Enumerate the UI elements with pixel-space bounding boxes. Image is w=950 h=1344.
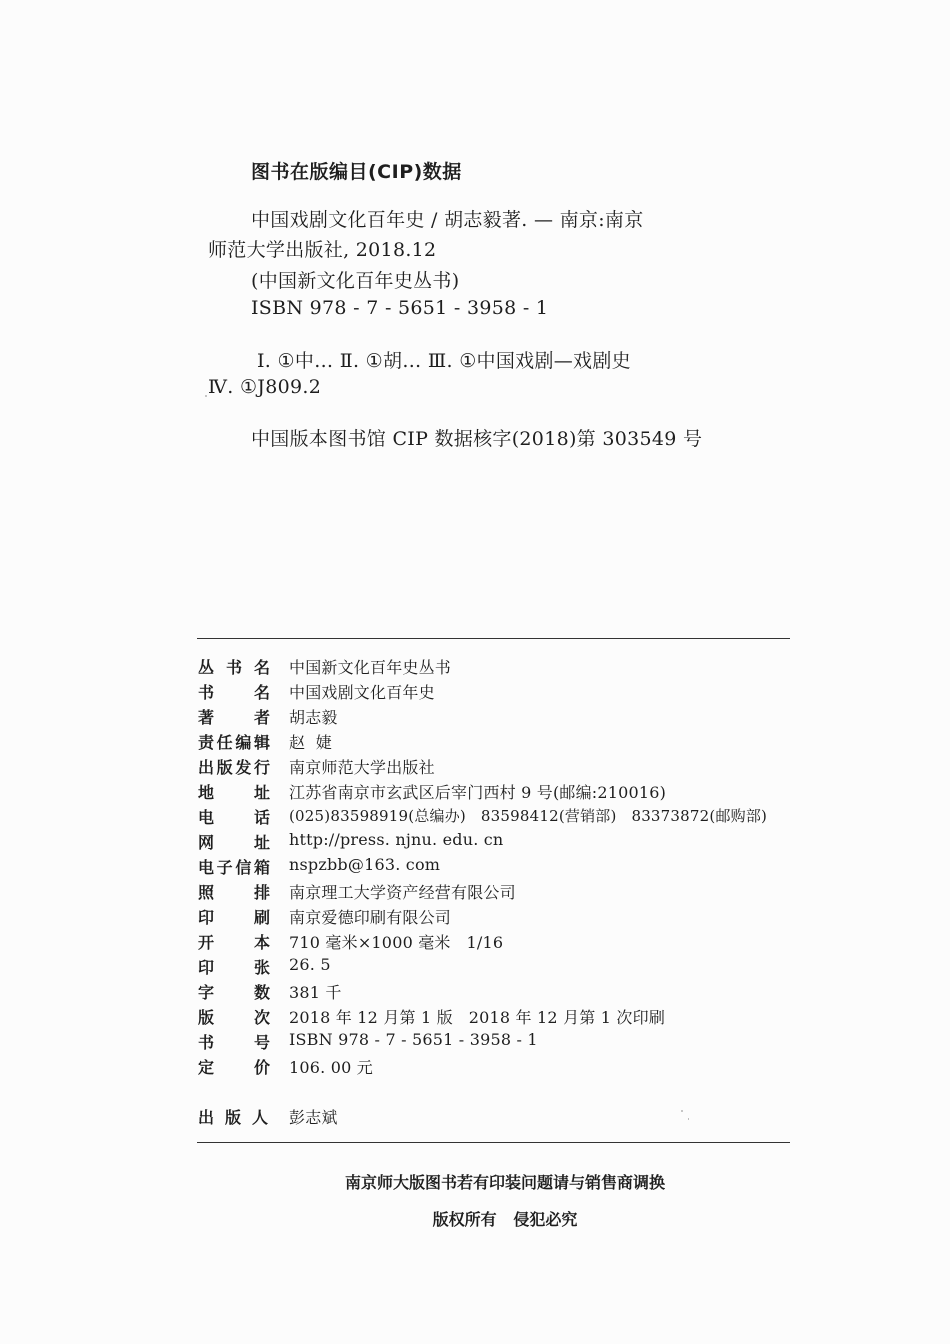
meta-value: 赵 婕 (289, 733, 332, 752)
meta-value: 2018 年 12 月第 1 版 2018 年 12 月第 1 次印刷 (289, 1008, 666, 1027)
meta-label: 版次 (198, 1008, 270, 1027)
meta-value: 南京理工大学资产经营有限公司 (289, 883, 516, 902)
meta-label: 网址 (198, 833, 270, 852)
meta-label: 电子信箱 (198, 858, 270, 877)
meta-value: 中国新文化百年史丛书 (289, 658, 452, 677)
cip-series-line: (中国新文化百年史丛书) (251, 270, 460, 292)
meta-value: 南京师范大学出版社 (289, 758, 435, 777)
meta-value: 710 毫米×1000 毫米 1/16 (289, 933, 504, 952)
meta-label: 定价 (198, 1058, 270, 1077)
cip-record-number: 中国版本图书馆 CIP 数据核字(2018)第 303549 号 (251, 428, 703, 450)
scan-speck (681, 1110, 683, 1112)
meta-label: 印张 (198, 958, 270, 977)
meta-value: 胡志毅 (289, 708, 338, 727)
meta-value: 106. 00 元 (289, 1058, 373, 1077)
meta-value: 彭志斌 (289, 1108, 338, 1127)
meta-label: 书名 (198, 683, 270, 702)
meta-value: ISBN 978 - 7 - 5651 - 3958 - 1 (289, 1030, 538, 1049)
meta-label: 地址 (198, 783, 270, 802)
cip-isbn-line: ISBN 978 - 7 - 5651 - 3958 - 1 (251, 297, 549, 319)
quality-notice: 南京师大版图书若有印装问题请与销售商调换 (344, 1173, 665, 1192)
cip-entry-line-2: 师范大学出版社, 2018.12 (208, 239, 437, 261)
cip-classification-line-1: Ⅰ. ①中… Ⅱ. ①胡… Ⅲ. ①中国戏剧—戏剧史 (257, 350, 631, 372)
meta-label: 开本 (198, 933, 270, 952)
meta-value: http://press. njnu. edu. cn (289, 830, 504, 849)
meta-label: 责任编辑 (198, 733, 270, 752)
copyright-notice: 版权所有 侵犯必究 (432, 1210, 578, 1229)
top-rule (197, 638, 790, 639)
meta-label: 出版人 (198, 1108, 268, 1127)
cip-entry-line-1: 中国戏剧文化百年史 / 胡志毅著. — 南京:南京 (251, 209, 644, 231)
meta-value: 江苏省南京市玄武区后宰门西村 9 号(邮编:210016) (289, 783, 667, 802)
meta-label: 照排 (198, 883, 270, 902)
meta-value: (025)83598919(总编办) 83598412(营销部) 83373872(邮购部) (289, 807, 768, 825)
scan-speck (688, 1118, 689, 1120)
meta-value: nspzbb@163. com (289, 855, 441, 874)
meta-label: 电话 (198, 808, 270, 827)
bottom-rule (197, 1142, 790, 1143)
meta-value: 中国戏剧文化百年史 (289, 683, 435, 702)
meta-label: 著者 (198, 708, 270, 727)
meta-label: 出版发行 (198, 758, 270, 777)
cip-classification-line-2: Ⅳ. ①J809.2 (208, 376, 322, 398)
cip-title: 图书在版编目(CIP)数据 (251, 161, 462, 183)
meta-label: 书号 (198, 1033, 270, 1052)
scan-speck (205, 395, 207, 397)
meta-value: 南京爱德印刷有限公司 (289, 908, 452, 927)
meta-value: 381 千 (289, 983, 342, 1002)
meta-label: 印刷 (198, 908, 270, 927)
meta-label: 字数 (198, 983, 270, 1002)
meta-label: 丛书名 (198, 658, 270, 677)
meta-value: 26. 5 (289, 955, 331, 974)
